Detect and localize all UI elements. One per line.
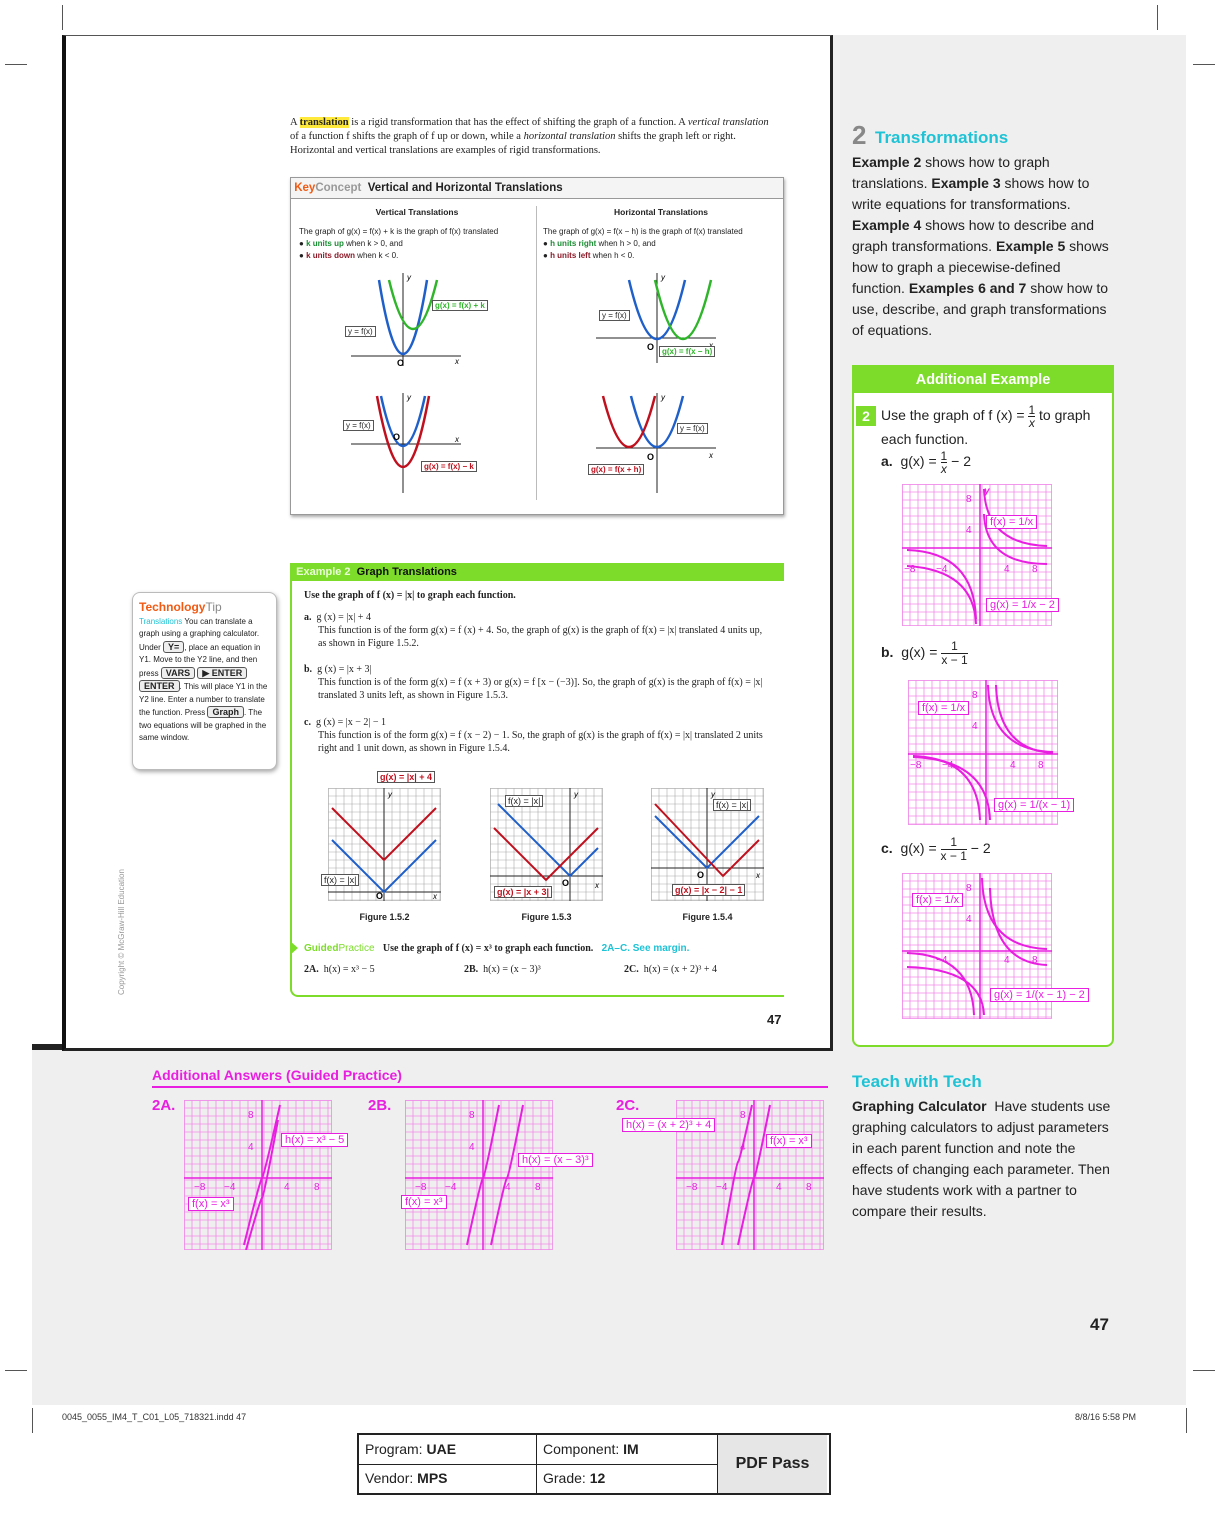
- f-down-label: y = f(x): [343, 420, 374, 431]
- svg-text:4: 4: [1004, 955, 1010, 966]
- answer-2c-f-label: f(x) = x³: [766, 1134, 812, 1148]
- example-2b: b. g (x) = |x + 3| This function is of the form g(x) = f (x + 3) or g(x) = f [x − (−3)]. So, the graph of g(x) is the graph of f(x) = |x| translated 3 units left, as shown in Figure 1.5.3.: [304, 664, 763, 701]
- additional-answers-rule: [152, 1086, 828, 1088]
- svg-text:−4: −4: [942, 760, 954, 771]
- horizontal-translations: Horizontal Translations The graph of g(x) = f(x − h) is the graph of f(x) translated ● h units right when h > 0, and ● h units left when h < 0.: [543, 207, 743, 260]
- crop-mark: [1193, 1370, 1215, 1371]
- graph-border: [185, 1101, 332, 1250]
- key-concept-header: KeyConcept Vertical and Horizontal Translations: [291, 178, 783, 199]
- job-ticket-table: [357, 1433, 831, 1495]
- answer-2c-h-label: h(x) = (x + 2)³ + 4: [622, 1118, 715, 1132]
- svg-text:x: x: [595, 881, 599, 890]
- svg-text:O: O: [697, 870, 705, 880]
- page-number: 47: [767, 1012, 782, 1027]
- g-right-label: g(x) = f(x − h): [659, 346, 715, 357]
- figure-1-5-4-caption: Figure 1.5.4: [682, 912, 733, 922]
- svg-text:8: 8: [1032, 955, 1038, 966]
- answer-2b-graph: [405, 1100, 553, 1250]
- graph-border: [406, 1101, 553, 1250]
- svg-text:8: 8: [740, 1110, 746, 1121]
- svg-text:O: O: [376, 891, 384, 901]
- example-2-header: Example 2 Graph Translations: [290, 563, 784, 581]
- additional-example-b: b. g(x) = $\frac{1}{x - 1}$: [881, 639, 968, 667]
- svg-text:4: 4: [505, 1182, 511, 1193]
- svg-text:O: O: [393, 432, 401, 442]
- answer-2a-h-label: h(x) = x³ − 5: [281, 1133, 348, 1147]
- svg-text:4: 4: [248, 1142, 254, 1153]
- svg-text:4: 4: [966, 525, 972, 536]
- svg-text:y: y: [711, 790, 715, 799]
- answer-2a-label: 2A.: [152, 1097, 176, 1114]
- vertical-down-graph: [341, 388, 541, 498]
- svg-text:8: 8: [469, 1110, 475, 1121]
- f-up-label: y = f(x): [345, 326, 376, 337]
- svg-text:y: y: [407, 393, 411, 402]
- svg-text:y: y: [661, 393, 665, 402]
- answer-2a-f-label: f(x) = x³: [188, 1197, 234, 1211]
- intro-paragraph: A translation is a rigid transformation that has the effect of shifting the graph of a function. A vertical translation of a function f shifts the graph of f up or down, while a horizontal translation shifts the graph left or right. Horizontal and vertical translations are examples of rigid transformations.: [290, 117, 769, 156]
- crop-mark: [1193, 64, 1215, 65]
- grade-cell: Grade: 12: [543, 1470, 606, 1486]
- svg-text:−8: −8: [904, 564, 916, 575]
- answer-2b-f-label: f(x) = x³: [401, 1195, 447, 1209]
- svg-text:x: x: [433, 892, 437, 901]
- guided-2a: 2A. h(x) = x³ − 5: [304, 964, 375, 975]
- answer-2a-graph: [184, 1100, 332, 1250]
- graph-a-g-label: g(x) = 1/x − 2: [986, 598, 1059, 612]
- svg-text:4: 4: [1004, 564, 1010, 575]
- svg-text:y: y: [984, 486, 990, 497]
- additional-example-box: Additional Example: [852, 365, 1114, 1047]
- svg-text:O: O: [647, 342, 655, 352]
- fig1-g-label: g(x) = |x| + 4: [377, 771, 435, 783]
- example-2c: c. g (x) = |x − 2| − 1 This function is of the form g(x) = f (x − 2) − 1. So, the graph of g(x) is the graph of f(x) = |x| translated 2 units right and 1 unit down, as shown in Figure 1.5.4.: [304, 717, 763, 754]
- svg-text:4: 4: [776, 1182, 782, 1193]
- crop-mark: [1157, 5, 1158, 30]
- graph-b-f-label: f(x) = 1/x: [918, 701, 969, 715]
- additional-example-a: a. g(x) = $\frac{1}{x}$ − 2: [881, 449, 971, 476]
- svg-text:y: y: [407, 273, 411, 282]
- vendor-cell: Vendor: MPS: [365, 1470, 448, 1486]
- graph-b-g-label: g(x) = 1/(x − 1): [994, 798, 1074, 812]
- guided-2b: 2B. h(x) = (x − 3)³: [464, 964, 541, 975]
- horizontal-left-graph: [591, 388, 791, 498]
- section-title: Transformations: [875, 128, 1009, 147]
- answer-2b-h-label: h(x) = (x − 3)³: [518, 1153, 593, 1167]
- vertical-translations: Vertical Translations The graph of g(x) = f(x) + k is the graph of f(x) translated ● k units up when k > 0, and ● k units down when k < 0.: [299, 207, 499, 260]
- svg-text:4: 4: [966, 914, 972, 925]
- date-stamp: 8/8/16 5:58 PM: [1075, 1412, 1137, 1422]
- svg-text:y: y: [661, 273, 665, 282]
- additional-example-prompt: Use the graph of f (x) = $\frac{1}{x}$ to graph each function.: [881, 403, 1091, 447]
- svg-text:4: 4: [1010, 760, 1016, 771]
- teach-title: Teach with Tech: [852, 1072, 982, 1091]
- crop-mark: [1186, 1408, 1187, 1433]
- additional-example-c: c. g(x) = $\frac{1}{x - 1}$ − 2: [881, 835, 991, 863]
- svg-text:4: 4: [972, 721, 978, 732]
- svg-text:4: 4: [740, 1142, 746, 1153]
- translated-parabola: [389, 280, 437, 329]
- additional-answers-title: Additional Answers (Guided Practice): [152, 1067, 402, 1083]
- fig3-g-label: g(x) = |x − 2| − 1: [672, 884, 745, 896]
- svg-text:4: 4: [469, 1142, 475, 1153]
- graph-c-g-label: g(x) = 1/(x − 1) − 2: [990, 988, 1089, 1002]
- svg-text:−4: −4: [936, 564, 948, 575]
- answer-2c-label: 2C.: [616, 1097, 640, 1114]
- teach-body: Graphing Calculator Have students use graphing calculators to adjust parameters in each parent function and note the effects of changing each parameter. Then have students work with a partner to compare their results.: [852, 1098, 1111, 1219]
- svg-text:8: 8: [1038, 760, 1044, 771]
- key-concept-box: [290, 177, 784, 515]
- svg-text:8: 8: [1032, 564, 1038, 575]
- guided-practice: GuidedPractice Use the graph of f (x) = x³ to graph each function. 2A–C. See margin.: [304, 943, 690, 954]
- fig1-f-label: f(x) = |x|: [321, 874, 359, 886]
- svg-text:x: x: [756, 871, 760, 880]
- section-number: 2: [852, 120, 867, 150]
- answer-2b-label: 2B.: [368, 1097, 392, 1114]
- component-cell: Component: IM: [543, 1441, 639, 1457]
- svg-text:8: 8: [314, 1182, 320, 1193]
- crop-mark: [62, 5, 63, 30]
- vertical-up-graph: [341, 268, 541, 368]
- svg-text:−4: −4: [445, 1182, 457, 1193]
- svg-text:−4: −4: [224, 1182, 236, 1193]
- svg-text:−8: −8: [910, 760, 922, 771]
- section-body: Example 2 shows how to graph translations. Example 3 shows how to write equations for transformations. Example 4 shows how to describe and graph transformations. Example 5 shows how to graph a piecewise-defined function. Examples 6 and 7 show how to use, describe, and graph transformations of equations.: [852, 154, 1109, 338]
- file-slug: 0045_0055_IM4_T_C01_L05_718321.indd 47: [62, 1412, 247, 1422]
- svg-text:O: O: [397, 358, 405, 368]
- graph-c-f-label: f(x) = 1/x: [912, 893, 963, 907]
- svg-text:−4: −4: [936, 955, 948, 966]
- svg-text:8: 8: [806, 1182, 812, 1193]
- additional-example-number: 2: [856, 406, 876, 426]
- g-up-label: g(x) = f(x) + k: [432, 300, 488, 311]
- svg-text:−8: −8: [194, 1182, 206, 1193]
- f-right-label: y = f(x): [599, 310, 630, 321]
- svg-text:y: y: [574, 790, 578, 799]
- example-2a: a. g (x) = |x| + 4 This function is of the form g(x) = f (x) + 4. So, the graph of g(x) is the graph of f(x) = |x| translated 4 units up, as shown in Figure 1.5.2.: [304, 612, 763, 649]
- svg-text:8: 8: [248, 1110, 254, 1121]
- margin-page-number: 47: [1090, 1315, 1109, 1334]
- crop-mark: [5, 1370, 27, 1371]
- technology-tip: TechnologyTip Translations You can translate a graph using a graphing calculator. Under Y= , place an equation in Y1. Move to the Y2 line, and then press VARS ▶ ENTER ENTER . This will place Y1 in the Y2 line. Enter a number to translate the function. Press Graph . The two equations will be graphed in the same window.: [132, 592, 277, 770]
- svg-text:O: O: [562, 878, 570, 888]
- svg-text:8: 8: [972, 690, 978, 701]
- f-left-label: y = f(x): [677, 423, 708, 434]
- svg-text:4: 4: [284, 1182, 290, 1193]
- copyright: Copyright © McGraw-Hill Education: [117, 869, 126, 995]
- crop-mark: [32, 1408, 33, 1433]
- svg-text:x: x: [455, 435, 459, 444]
- svg-text:8: 8: [966, 494, 972, 505]
- svg-text:8: 8: [966, 883, 972, 894]
- svg-text:x: x: [455, 357, 459, 366]
- svg-text:y: y: [388, 790, 392, 799]
- fig3-f-label: f(x) = |x|: [713, 799, 751, 811]
- svg-text:−4: −4: [716, 1182, 728, 1193]
- guided-arrow: [290, 941, 298, 955]
- g-down-label: g(x) = f(x) − k: [421, 461, 477, 472]
- graph-a-f-label: f(x) = 1/x: [986, 515, 1037, 529]
- program-cell: Program: UAE: [365, 1441, 457, 1457]
- svg-text:8: 8: [535, 1182, 541, 1193]
- crop-mark: [5, 64, 27, 65]
- figure-1-5-2-caption: Figure 1.5.2: [359, 912, 410, 922]
- g-left-label: g(x) = f(x + h): [588, 464, 644, 475]
- svg-text:−8: −8: [686, 1182, 698, 1193]
- example-2-prompt: Use the graph of f (x) = |x| to graph each function.: [304, 590, 516, 601]
- svg-text:−8: −8: [415, 1182, 427, 1193]
- figure-1-5-3-caption: Figure 1.5.3: [521, 912, 572, 922]
- svg-text:x: x: [709, 451, 713, 460]
- svg-text:O: O: [647, 452, 655, 462]
- fig2-g-label: g(x) = |x + 3|: [494, 886, 552, 898]
- guided-2c: 2C. h(x) = (x + 2)³ + 4: [624, 964, 717, 975]
- status-cell: PDF Pass: [718, 1435, 827, 1493]
- fig2-f-label: f(x) = |x|: [505, 795, 543, 807]
